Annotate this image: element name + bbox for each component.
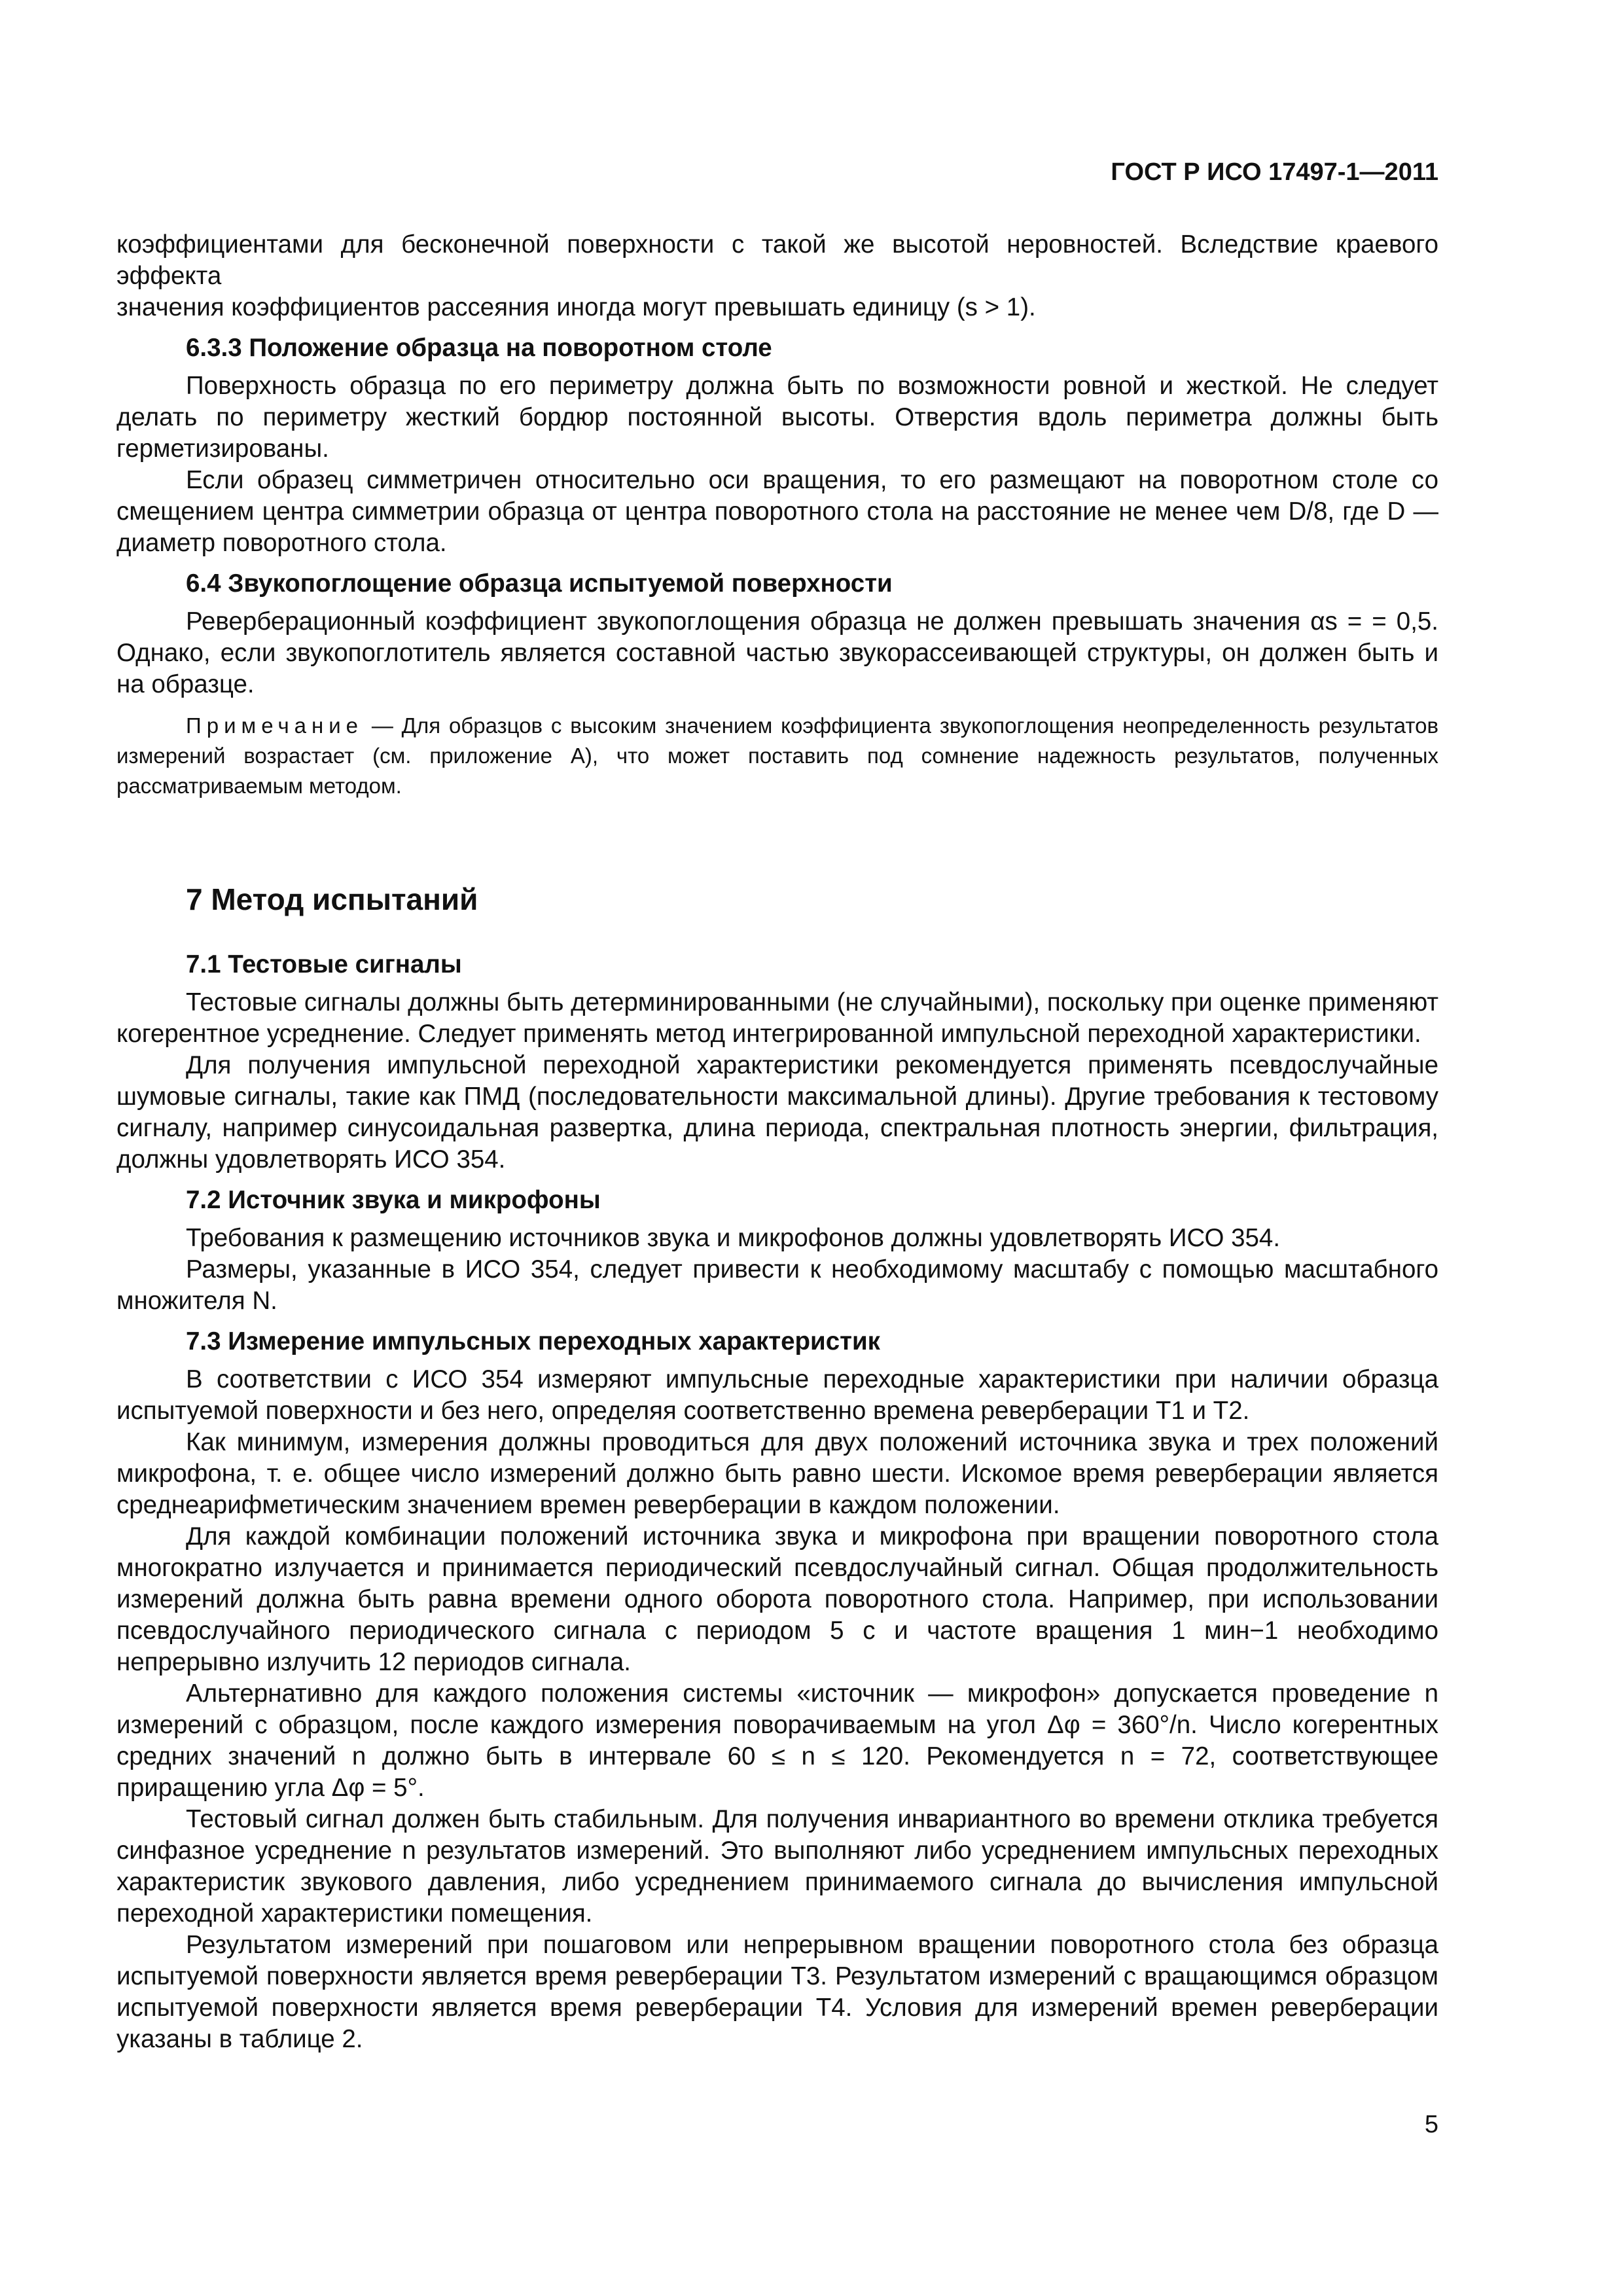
section-6-3-3-paragraph-2: Если образец симметричен относительно оси вращения, то его размещают на поворотном столе со смещением центра симметрии образца от центра поворотного стола на расстояние не менее чем D/8, где D — диаметр поворотного стола.	[116, 466, 1438, 557]
section-7-2-heading: 7.2 Источник звука и микрофоны	[186, 1186, 601, 1214]
section-7-3-paragraph-5: Тестовый сигнал должен быть стабильным. Для получения инвариантного во времени отклика требуется синфазное усреднение n результатов измерений. Это выполняют либо усреднением импульсных переходных характеристик звукового давления, либо усреднением принимаемого сигнала до вычисления импульсной переходной характеристики помещения.	[116, 1805, 1438, 1928]
section-6-3-3-paragraph-1: Поверхность образца по его периметру должна быть по возможности ровной и жесткой. Не следует делать по периметру жесткий бордюр постоянной высоты. Отверстия вдоль периметра должны быть герметизированы.	[116, 372, 1438, 463]
note-label: Примечание	[186, 713, 364, 738]
section-7-1-paragraph-2: Для получения импульсной переходной характеристики рекомендуется применять псевдослучайные шумовые сигналы, такие как ПМД (последовательности максимальной длины). Другие требования к тестовому сигналу, например синусоидальная развертка, длина периода, спектральная плотность энергии, фильтрация, должны удовлетворять ИСО 354.	[116, 1051, 1438, 1174]
note-text: — Для образцов с высоким значением коэффициента звукопоглощения неопределенность результатов измерений возрастает (см. приложение А), что может поставить под сомнение надежность результатов, полученных рассматриваемым методом.	[116, 713, 1439, 798]
section-7-heading: 7 Метод испытаний	[186, 882, 478, 916]
section-7-3-paragraph-2: Как минимум, измерения должны проводиться для двух положений источника звука и трех положений микрофона, т. е. общее число измерений должно быть равно шести. Искомое время реверберации является среднеарифметическим значением времен реверберации в каждом положении.	[116, 1428, 1438, 1519]
section-7-3-paragraph-6: Результатом измерений при пошаговом или непрерывном вращении поворотного стола без образца испытуемой поверхности является время реверберации T3. Результатом измерений с вращающимся образцом испытуемой поверхности является время реверберации T4. Условия для измерений времен реверберации указаны в таблице 2.	[116, 1931, 1438, 2053]
section-7-2-paragraph-1: Требования к размещению источников звука и микрофонов должны удовлетворять ИСО 354.	[186, 1224, 1281, 1252]
intro-line-2: значения коэффициентов рассеяния иногда могут превышать единицу (s > 1).	[116, 293, 1036, 321]
section-7-3-paragraph-4: Альтернативно для каждого положения системы «источник — микрофон» допускается проведение n измерений с образцом, после каждого измерения поворачиваемым на угол Δφ = 360°/n. Число когерентных средних значений n должно быть в интервале 60 ≤ n ≤ 120. Рекомендуется n = 72, соответствующее приращению угла Δφ = 5°.	[116, 1679, 1438, 1802]
section-6-4-heading: 6.4 Звукопоглощение образца испытуемой поверхности	[186, 569, 893, 598]
section-7-3-paragraph-3: Для каждой комбинации положений источника звука и микрофона при вращении поворотного стола многократно излучается и принимается периодический псевдослучайный сигнал. Общая продолжительность измерений должна быть равна времени одного оборота поворотного стола. Например, при использовании псевдослучайного периодического сигнала с периодом 5 с и частоте вращения 1 мин−1 необходимо непрерывно излучить 12 периодов сигнала.	[116, 1522, 1438, 1676]
note-block	[116, 700, 1438, 801]
section-7-3-heading: 7.3 Измерение импульсных переходных характеристик	[186, 1327, 880, 1355]
document-body	[116, 229, 1438, 2055]
section-7-2-paragraph-2: Размеры, указанные в ИСО 354, следует привести к необходимому масштабу с помощью масштабного множителя N.	[116, 1255, 1438, 1315]
section-7-1-heading: 7.1 Тестовые сигналы	[186, 950, 462, 978]
section-7-1-paragraph-1: Тестовые сигналы должны быть детерминированными (не случайными), поскольку при оценке применяют когерентное усреднение. Следует применять метод интегрированной импульсной переходной характеристики.	[116, 988, 1438, 1048]
section-6-3-3-heading: 6.3.3 Положение образца на поворотном столе	[186, 334, 772, 362]
section-7-3-paragraph-1: В соответствии с ИСО 354 измеряют импульсные переходные характеристики при наличии образца испытуемой поверхности и без него, определяя соответственно времена реверберации T1 и T2.	[116, 1365, 1438, 1425]
page-number: 5	[1424, 2111, 1438, 2138]
section-6-4-paragraph-1: Реверберационный коэффициент звукопоглощения образца не должен превышать значения αs = = 0,5. Однако, если звукопоглотитель является составной частью звукорассеивающей структуры, он должен быть и на образце.	[116, 607, 1438, 698]
document-code-header: ГОСТ Р ИСО 17497-1—2011	[1111, 158, 1438, 186]
intro-line-1: коэффициентами для бесконечной поверхности с такой же высотой неровностей. Вследствие краевого эффекта	[116, 230, 1438, 290]
